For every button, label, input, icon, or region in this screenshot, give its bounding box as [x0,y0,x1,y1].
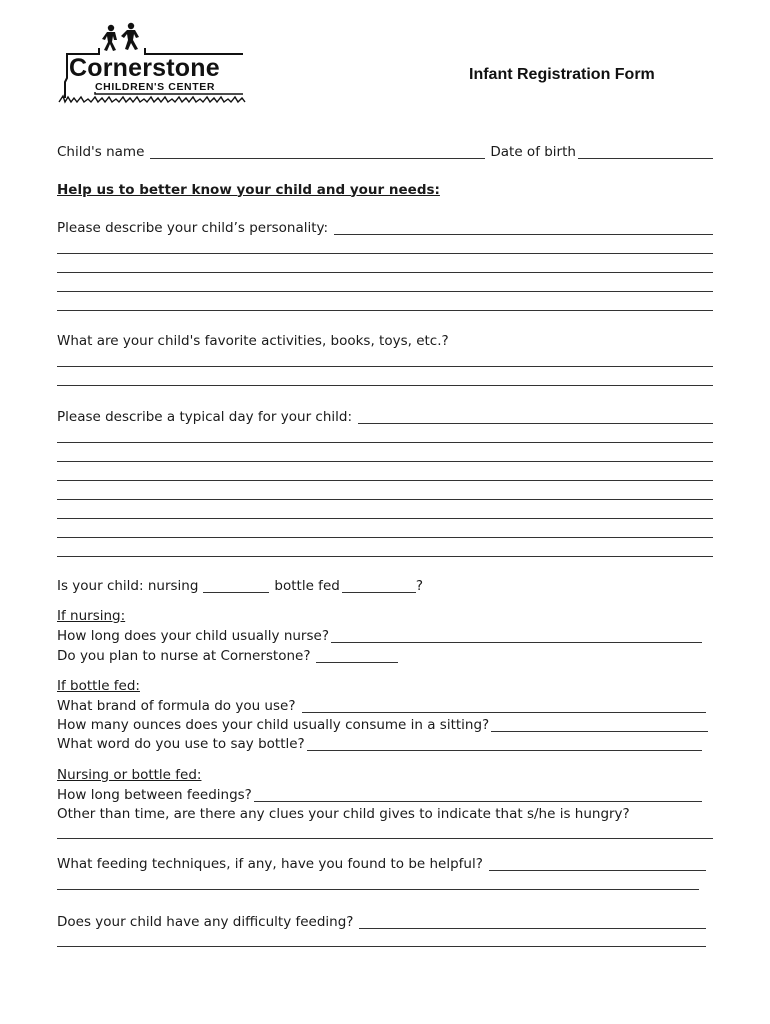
logo-name: Cornerstone [69,54,220,82]
nurse-at-center-question: Do you plan to nurse at Cornerstone? [57,647,311,664]
favorites-row [57,332,449,349]
typical-day-line[interactable] [57,442,713,443]
form-title: Infant Registration Form [469,66,655,83]
typical-day-line[interactable] [57,518,713,519]
if-bottle-heading-text: If bottle fed: [57,677,140,694]
typical-day-line[interactable] [57,461,713,462]
cornerstone-logo [55,20,255,106]
formula-brand-field[interactable] [302,712,707,713]
formula-brand-row [57,697,706,714]
personality-line[interactable] [57,310,713,311]
nurse-duration-question: How long does your child usually nurse? [57,627,329,644]
typical-day-line[interactable] [57,537,713,538]
nursing-label: Is your child: nursing [57,577,199,594]
between-feedings-row [57,786,702,803]
personality-line[interactable] [57,253,713,254]
logo-subtitle: CHILDREN'S CENTER [95,81,216,93]
nurse-at-center-row [57,647,398,664]
ounces-question: How many ounces does your child usually consume in a sitting? [57,716,490,733]
date-of-birth-label: Date of birth [490,143,576,160]
techniques-question: What feeding techniques, if any, have you found to be helpful? [57,855,483,872]
typical-day-row [57,408,713,425]
typical-day-field[interactable] [358,423,713,424]
hunger-clues-row [57,805,630,822]
personality-row [57,219,713,236]
feeding-type-row [57,577,423,594]
typical-day-question: Please describe a typical day for your child: [57,408,353,425]
techniques-line[interactable] [57,889,699,890]
section-heading-text: Help us to better know your child and your needs: [57,181,440,198]
date-of-birth-field[interactable] [578,158,713,159]
name-dob-row [57,143,713,160]
formula-brand-question: What brand of formula do you use? [57,697,296,714]
childs-name-field[interactable] [150,158,485,159]
difficulty-field[interactable] [359,928,706,929]
ounces-field[interactable] [491,731,708,732]
personality-line[interactable] [57,272,713,273]
if-bottle-heading [57,677,140,694]
childs-name-label: Child's name [57,143,145,160]
typical-day-line[interactable] [57,556,713,557]
difficulty-line[interactable] [57,946,706,947]
nurse-duration-field[interactable] [331,642,702,643]
section-heading [57,181,440,198]
bottle-fed-field[interactable] [342,592,416,593]
between-feedings-question: How long between feedings? [57,786,252,803]
bottle-word-row [57,735,702,752]
between-feedings-field[interactable] [254,801,702,802]
favorites-line[interactable] [57,385,713,386]
if-nursing-heading-text: If nursing: [57,607,126,624]
techniques-row [57,855,706,872]
difficulty-question: Does your child have any difficulty feeding? [57,913,354,930]
personality-field[interactable] [334,234,713,235]
bottle-word-question: What word do you use to say bottle? [57,735,305,752]
ounces-row [57,716,708,733]
hunger-clues-question: Other than time, are there any clues your child gives to indicate that s/he is hungry? [57,805,630,822]
typical-day-line[interactable] [57,480,713,481]
nursing-field[interactable] [203,592,269,593]
nurse-duration-row [57,627,702,644]
favorites-question: What are your child's favorite activities, books, toys, etc.? [57,332,449,349]
hunger-clues-line[interactable] [57,838,713,839]
nurse-at-center-field[interactable] [316,662,398,663]
personality-line[interactable] [57,291,713,292]
bottle-word-field[interactable] [307,750,702,751]
if-nursing-heading [57,607,125,624]
bottle-fed-label: bottle fed [274,577,340,594]
either-heading-text: Nursing or bottle fed: [57,766,202,783]
question-mark: ? [415,577,423,594]
either-heading [57,766,201,783]
typical-day-line[interactable] [57,499,713,500]
difficulty-row [57,913,706,930]
personality-question: Please describe your child’s personality: [57,219,329,236]
favorites-line[interactable] [57,366,713,367]
techniques-field[interactable] [489,870,706,871]
